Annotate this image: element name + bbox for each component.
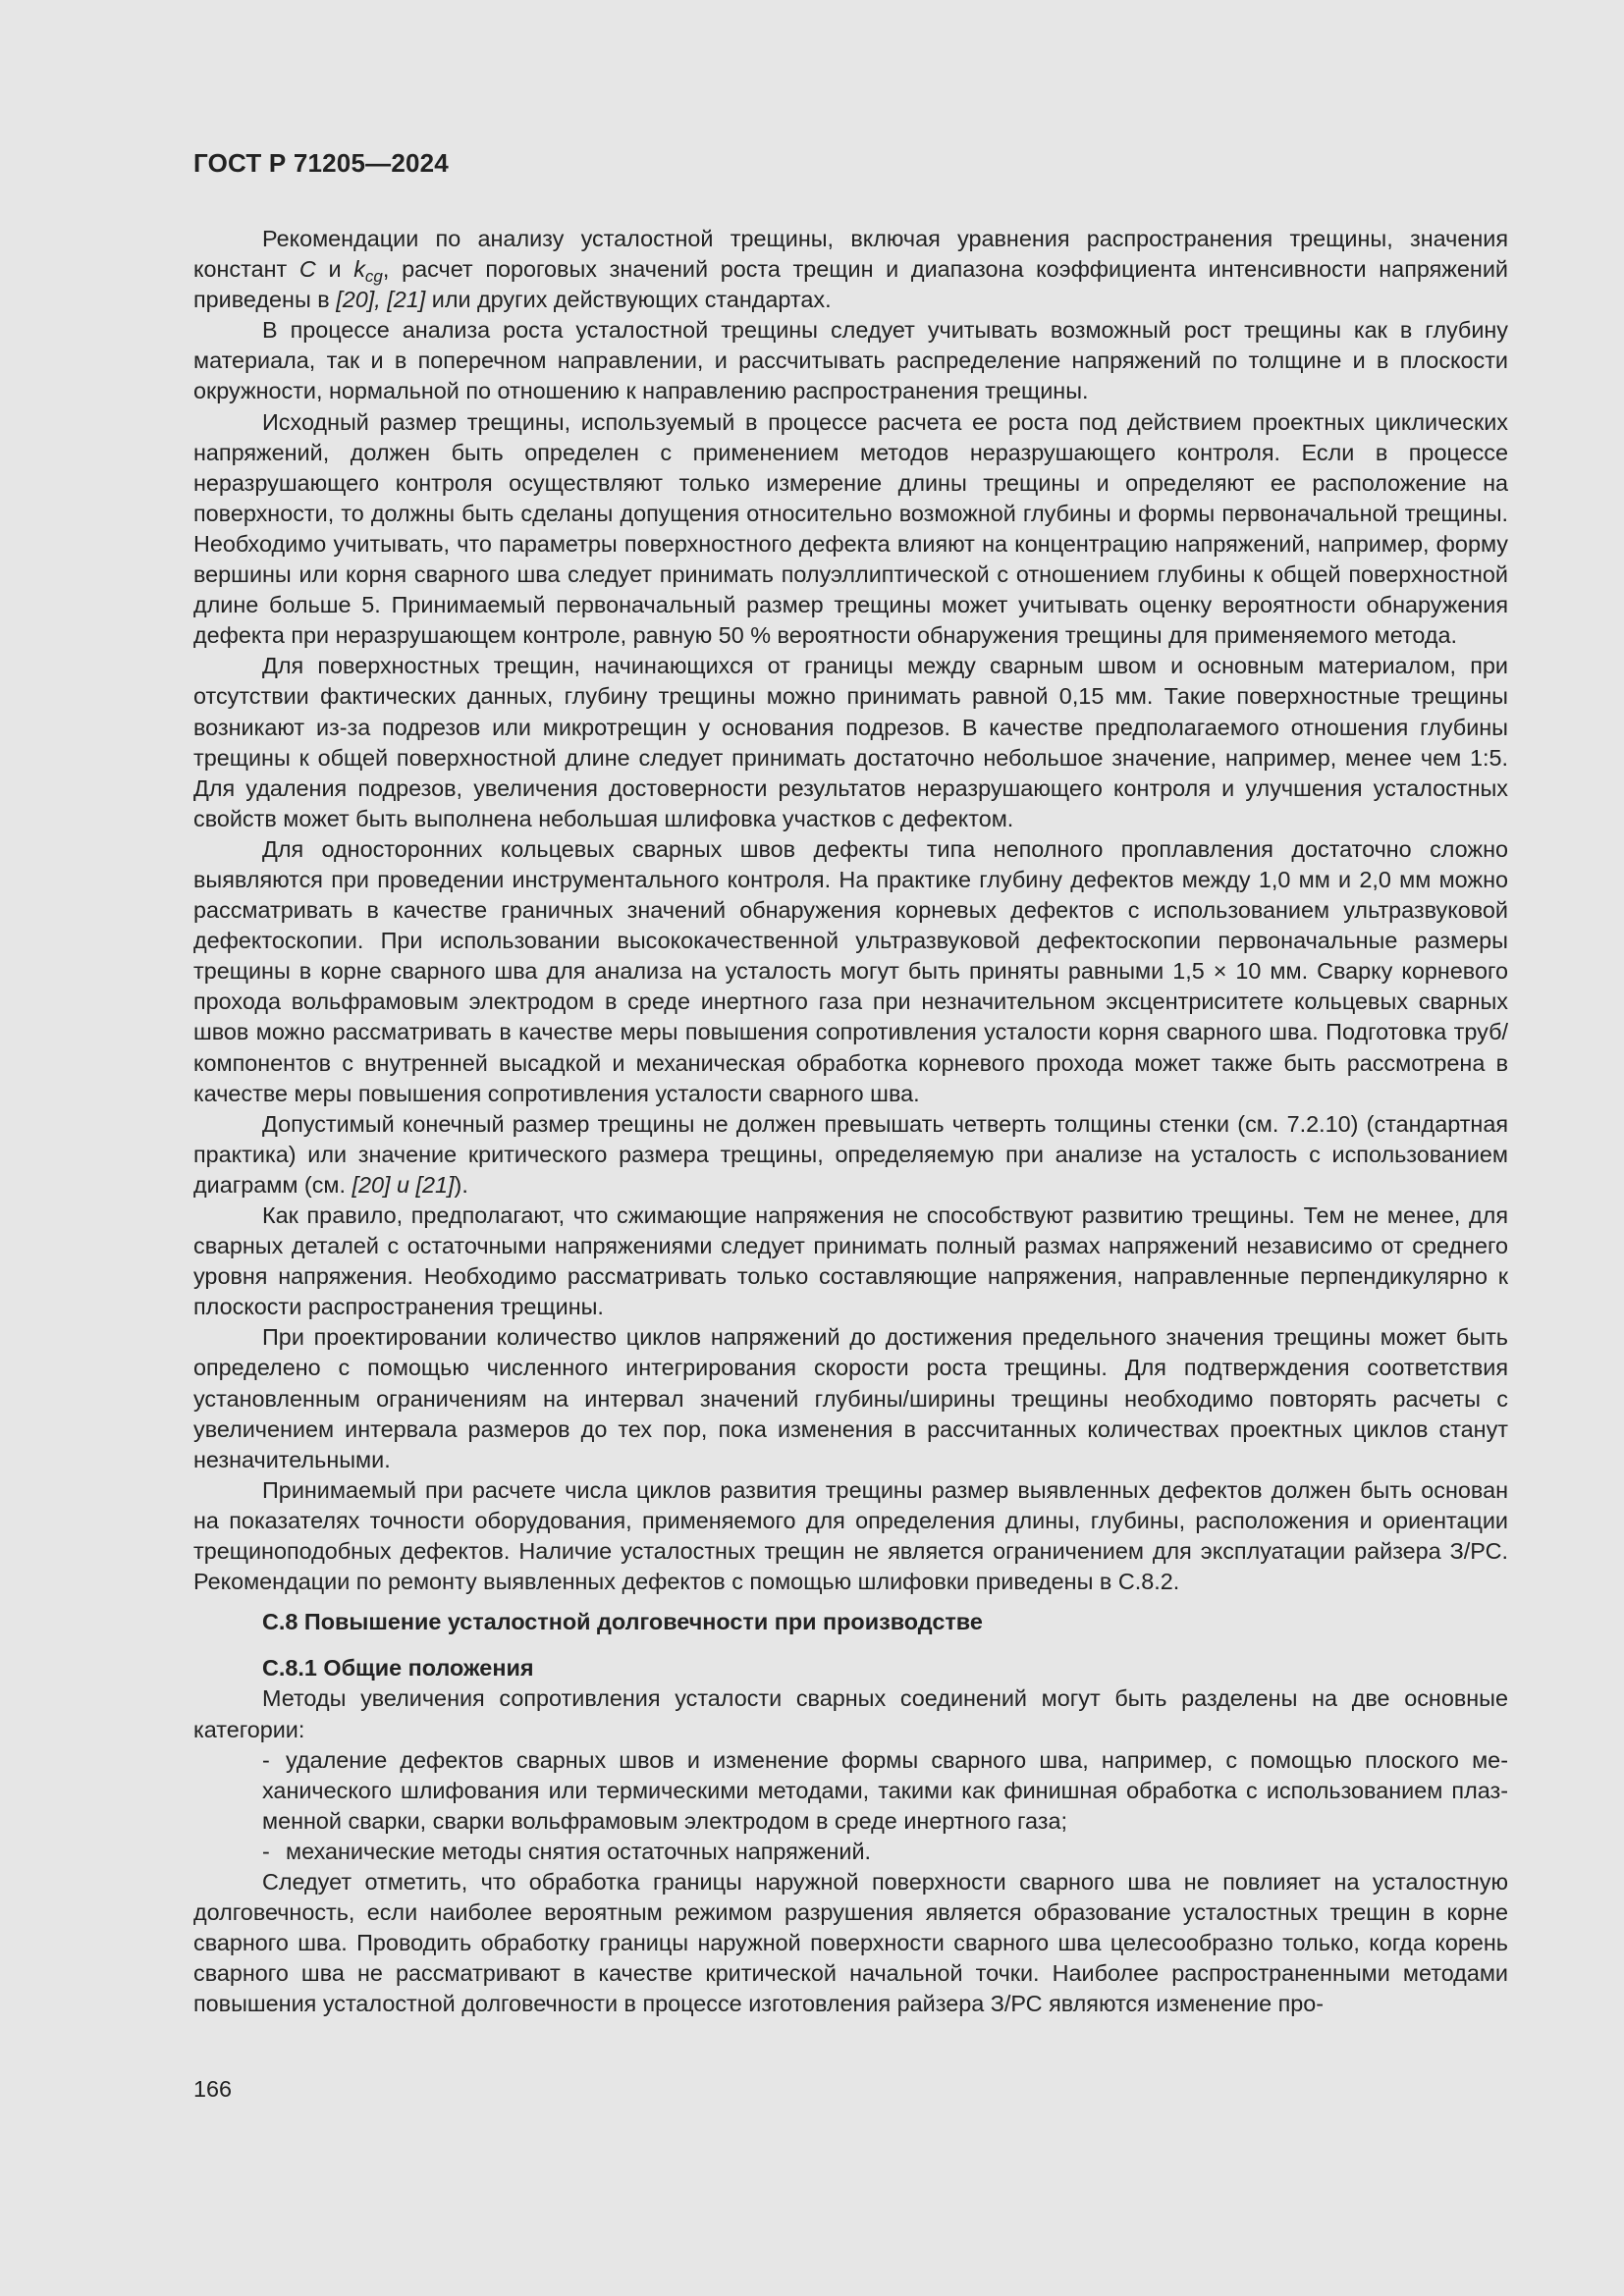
variable-c: C — [298, 256, 316, 283]
paragraph-crack-growth-directions: В процессе анализа роста усталостной трещины следует учитывать возможный рост трещины как в глубину материала, так и в поперечном направлении, и рассчитывать распределение напряжений по толщине и в плоскости окружности, нормальной по отношению к направлению распространения трещины. — [193, 317, 1508, 404]
subsection-heading-c8-1: С.8.1 Общие положения — [262, 1655, 534, 1682]
section-heading-c8: С.8 Повышение усталостной долговечности при производстве — [262, 1609, 983, 1635]
paragraph-final-crack-size: Допустимый конечный размер трещины не должен превышать четверть толщины стенки (см. 7.2.10) (стандартная практика) или значение критического размера трещины, определяемую при анализе на усталость с использованием диаграмм (см. [20] и [21]). — [193, 1110, 1508, 1198]
paragraph-crack-analysis-recommendations: Рекомендации по анализу усталостной трещины, включая уравнения распространения трещины, значения констант C и $k_{cg}$, расчет пороговых значений роста трещин и диапазона коэффициента интенсивности напряжений приведены в [20], [21] или других действующих стандартах. — [193, 226, 1508, 313]
variable-k-subscript: cg — [364, 267, 383, 287]
paragraph-defect-size-accuracy: Принимаемый при расчете числа циклов развития трещины размер выявленных дефектов должен быть основан на показателях точности оборудования, применяемого для определения длины, глубины, расположения и ориентации трещиноподобных дефектов. Наличие усталостных трещин не является ограничением для эксплуатации райзера З/РС. Рекомендации по ремонту выявленных дефектов с помощью шлифовки приведены в С.8.2. — [193, 1476, 1508, 1595]
document-body — [193, 224, 1508, 2019]
paragraph-cycle-count: При проектировании количество циклов напряжений до достижения предельного значения трещины может быть определено с помощью численного интегрирования скорости роста трещины. Для подтверждения соответствия установленным ограничениям на интервал значений глубины/ширины трещины необходимо повторять расчеты с увеличением интервала размеров до тех пор, пока изменения в рассчитанных количествах проектных циклов станут незначительными. — [193, 1324, 1508, 1472]
paragraph-surface-cracks: Для поверхностных трещин, начинающихся от границы между сварным швом и основным материалом, при отсутствии фактических данных, глубину трещины можно принимать равной 0,15 мм. Такие поверхностные трещины возникают из-за подрезов или микротрещин у основания подрезов. В качестве предполагаемого отношения глубины трещины к общей поверхностной длине следует принимать достаточно небольшое значение, например, менее чем 1:5. Для удаления подрезов, увеличения достоверности результатов неразрушающего контроля и улучшения усталостных свойств может быть выполнена небольшая шлифовка участков с дефектом. — [193, 653, 1508, 831]
page-number: 166 — [193, 2076, 233, 2102]
list-item: - удаление дефектов сварных швов и изменение формы сварного шва, например, с помощью плоского механического шлифования или термическими методами, такими как финишная обработка с использованием плазменной сварки, сварки вольфрамовым электродом в среде инертного газа; — [262, 1746, 1508, 1834]
paragraph-compressive-stresses: Как правило, предполагают, что сжимающие напряжения не способствуют развитию трещины. Тем не менее, для сварных деталей с остаточными напряжениями следует принимать полный размах напряжений независимо от среднего уровня напряжения. Необходимо рассматривать только составляющие напряжения, направленные перпендикулярно к плоскости распространения трещины. — [193, 1202, 1508, 1320]
variable-k: $k_{cg}$ — [353, 256, 383, 287]
list-item: - механические методы снятия остаточных напряжений. — [193, 1837, 1508, 1867]
list-bullet: - — [262, 1838, 270, 1864]
paragraph-weld-toe-treatment: Следует отметить, что обработка границы наружной поверхности сварного шва не повлияет на усталостную долговечность, если наиболее вероятным режимом разрушения является образование усталостных трещин в корне сварного шва. Проводить обработку границы наружной поверхности сварного шва целесообразно только, когда корень сварного шва не рассматривают в качестве критической начальной точки. Наиболее распространенными методами повышения усталостной долговечности в процессе изготовления райзера З/РС являются изменение про- — [193, 1868, 1508, 2017]
document-code-header: ГОСТ Р 71205—2024 — [193, 148, 449, 178]
paragraph-methods-categories: Методы увеличения сопротивления усталости сварных соединений могут быть разделены на две основные категории: — [193, 1685, 1508, 1742]
reference-link: [20] и [21] — [352, 1171, 455, 1198]
list-bullet: - — [262, 1746, 270, 1773]
reference-link: [20], [21] — [336, 287, 426, 313]
paragraph-initial-crack-size: Исходный размер трещины, используемый в процессе расчета ее роста под действием проектных циклических напряжений, должен быть определен с применением методов неразрушающего контроля. Если в процессе неразрушающего контроля осуществляют только измерение длины трещины и определяют ее расположение на поверхности, то должны быть сделаны допущения относительно возможной глубины и формы первоначальной трещины. Необходимо учитывать, что параметры поверхностного дефекта влияют на концентрацию напряжений, например, форму вершины или корня сварного шва следует принимать полуэллиптической с отношением глубины к общей поверхностной длине больше 5. Принимаемый первоначальный размер трещины может учитывать оценку вероятности обнаружения дефекта при неразрушающем контроле, равную 50 % вероятности обнаружения трещины для применяемого метода. — [193, 408, 1508, 649]
paragraph-girth-welds: Для односторонних кольцевых сварных швов дефекты типа неполного проплавления достаточно сложно выявляются при проведении инструментального контроля. На практике глубину дефектов между 1,0 мм и 2,0 мм можно рассматривать в качестве граничных значений обнаружения корневых дефектов с использованием ультразвуковой дефектоскопии. При использовании высококачественной ультразвуковой дефектоскопии первоначальные размеры трещины в корне сварного шва для анализа на усталость могут быть приняты равными 1,5 × 10 мм. Сварку корневого прохода вольфрамовым электродом в среде инертного газа при незначительном эксцентриситете кольцевых сварных швов можно рассматривать в качестве меры повышения сопротивления усталости корня сварного шва. Подготовка труб/компонентов с внутренней высадкой и механическая обработка корневого прохода может также быть рассмотрена в качестве меры повышения сопротивления усталости сварного шва. — [193, 835, 1508, 1106]
